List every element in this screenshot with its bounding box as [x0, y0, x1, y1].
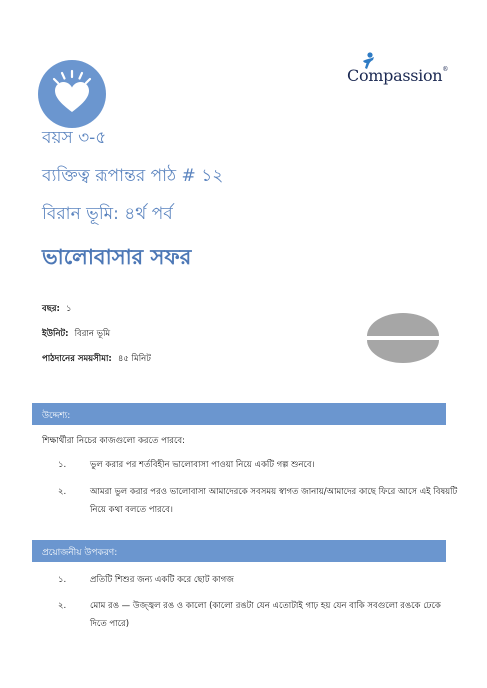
- objective-number: ২.: [58, 487, 67, 497]
- lesson-heading: ব্যক্তিত্ব রূপান্তর পাঠ # ১২: [42, 166, 224, 186]
- objectives-intro: শিক্ষার্থীরা নিচের কাজগুলো করতে পারবে:: [42, 436, 185, 446]
- objective-text: আমরা ভুল করার পরও ভালোবাসা আমাদেরকে সবসময় স্বাগত জানায়/আমাদের কাছে ফিরে আসে এই বিষয়টি নিয়ে কথা বলতে পারবে।: [90, 487, 458, 515]
- material-text: প্রতিটি শিশুর জন্য একটি করে ছোট কাগজ: [90, 575, 234, 585]
- meta-unit-label: ইউনিট:: [42, 329, 69, 339]
- material-number: ২.: [58, 601, 67, 611]
- material-item: [58, 571, 458, 589]
- objective-number: ১.: [58, 460, 67, 470]
- age-heading: বয়স ৩-৫: [42, 128, 107, 148]
- unit-heading: বিরান ভূমি: ৪র্থ পর্ব: [42, 204, 173, 224]
- meta-year-label: বছর:: [42, 304, 60, 314]
- objective-item: [58, 456, 458, 474]
- lesson-title: ভালোবাসার সফর: [42, 245, 192, 269]
- meta-unit: [42, 327, 110, 341]
- material-text: মোম রঙ — উজ্জ্বল রঙ ও কালো (কালো রঙটা যেন এতোটাই গাঢ় হয় যেন বাকি সবগুলো রঙকে ঢেকে দিতে পারে): [90, 601, 441, 629]
- disk-graphic: [364, 313, 442, 363]
- materials-heading: প্রয়োজনীয় উপকরণ:: [32, 540, 446, 562]
- objectives-heading: উদ্দেশ্য:: [32, 403, 446, 425]
- objective-item: [58, 483, 458, 519]
- meta-time: [42, 352, 151, 366]
- meta-unit-value: বিরান ভূমি: [74, 329, 111, 339]
- compassion-logo: [347, 52, 447, 92]
- brand-name: Compassion®: [347, 66, 449, 85]
- material-item: [58, 597, 458, 633]
- heart-icon: [38, 60, 106, 128]
- meta-time-value: ৪৫ মিনিট: [117, 354, 151, 364]
- objective-text: ভুল করার পর শর্তবিহীন ভালোবাসা পাওয়া নিয়ে একটি গল্প শুনবে।: [90, 460, 315, 470]
- meta-time-label: পাঠদানের সময়সীমা:: [42, 354, 112, 364]
- meta-year: [42, 302, 71, 316]
- heart-badge: [38, 60, 106, 128]
- meta-year-value: ১: [65, 304, 72, 314]
- material-number: ১.: [58, 575, 67, 585]
